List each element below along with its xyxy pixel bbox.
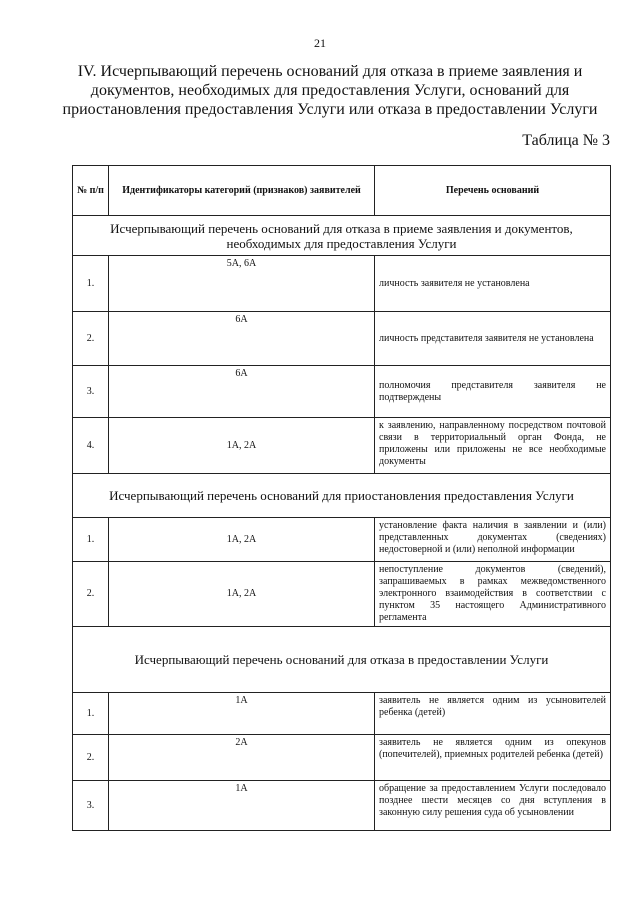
row-reason: личность заявителя не установлена <box>375 256 611 312</box>
row-number: 1. <box>73 693 109 735</box>
table-header-row <box>73 166 611 216</box>
table-row <box>73 418 611 474</box>
section-title: Исчерпывающий перечень оснований для отказа в приеме заявления и документов, необходимых для предоставления Услуги <box>73 216 611 256</box>
row-reason: непоступление документов (сведений), запрашиваемых в рамках межведомственного электронного взаимодействия в соответствии с пунктом 35 настоящего Административного регламента <box>375 562 611 627</box>
table-label: Таблица № 3 <box>522 132 610 149</box>
table-row <box>73 256 611 312</box>
table-row <box>73 735 611 781</box>
section-heading: IV. Исчерпывающий перечень оснований для отказа в приеме заявления и документов, необходимых для предоставления Услуги, оснований для приостановления предоставления Услуги или отказа в предоставлении Услуги <box>62 63 598 118</box>
row-reason: заявитель не является одним из опекунов (попечителей), приемных родителей ребенка (детей) <box>375 735 611 781</box>
row-number: 2. <box>73 562 109 627</box>
header-identifiers: Идентификаторы категорий (признаков) заявителей <box>109 166 375 216</box>
section-title: Исчерпывающий перечень оснований для отказа в предоставлении Услуги <box>73 627 611 693</box>
header-reasons: Перечень оснований <box>375 166 611 216</box>
row-identifiers: 6А <box>109 312 375 366</box>
header-num: № п/п <box>73 166 109 216</box>
table-row <box>73 693 611 735</box>
section-title: Исчерпывающий перечень оснований для приостановления предоставления Услуги <box>73 474 611 518</box>
table-row <box>73 312 611 366</box>
row-reason: заявитель не является одним из усыновителей ребенка (детей) <box>375 693 611 735</box>
row-number: 3. <box>73 781 109 831</box>
row-number: 1. <box>73 518 109 562</box>
row-identifiers: 1А <box>109 781 375 831</box>
table-row <box>73 518 611 562</box>
row-identifiers: 1А, 2А <box>109 562 375 627</box>
row-number: 3. <box>73 366 109 418</box>
row-identifiers: 6А <box>109 366 375 418</box>
row-number: 2. <box>73 735 109 781</box>
row-identifiers: 1А, 2А <box>109 418 375 474</box>
table-row <box>73 366 611 418</box>
row-reason: личность представителя заявителя не установлена <box>375 312 611 366</box>
section-title-row <box>73 216 611 256</box>
row-reason: обращение за предоставлением Услуги последовало позднее шести месяцев со дня вступления в законную силу решения суда об усыновлении <box>375 781 611 831</box>
row-identifiers: 2А <box>109 735 375 781</box>
table-row <box>73 562 611 627</box>
row-reason: к заявлению, направленному посредством почтовой связи в территориальный орган Фонда, не приложены или приложены не все необходимые документы <box>375 418 611 474</box>
row-number: 4. <box>73 418 109 474</box>
row-identifiers: 1А <box>109 693 375 735</box>
row-number: 2. <box>73 312 109 366</box>
section-title-row <box>73 474 611 518</box>
reasons-table <box>72 165 611 831</box>
page-number: 21 <box>314 36 326 50</box>
section-title-row <box>73 627 611 693</box>
row-reason: установление факта наличия в заявлении и (или) представленных документах (сведениях) недостоверной и (или) неполной информации <box>375 518 611 562</box>
row-identifiers: 1А, 2А <box>109 518 375 562</box>
row-identifiers: 5А, 6А <box>109 256 375 312</box>
row-number: 1. <box>73 256 109 312</box>
row-reason: полномочия представителя заявителя не подтверждены <box>375 366 611 418</box>
table-row <box>73 781 611 831</box>
